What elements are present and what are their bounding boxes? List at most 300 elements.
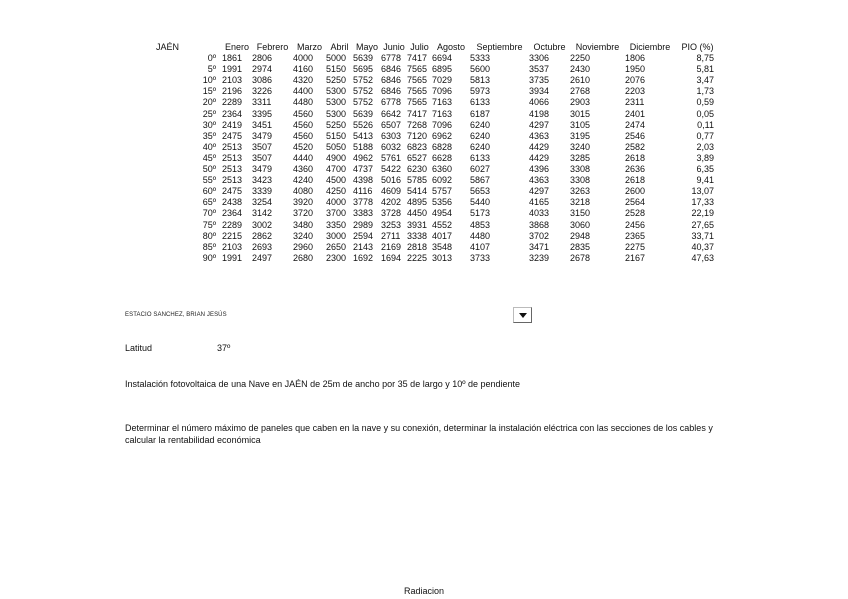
table-cell: 2475 [222,186,243,197]
table-cell: 6092 [432,175,453,186]
table-cell: 2311 [625,97,645,108]
table-cell: 6962 [432,130,453,141]
table-cell: 2300 [326,252,347,263]
table-cell: 2513 [222,164,243,175]
table-cell: 5000 [326,53,347,64]
table-cell: 1806 [625,53,646,64]
table-cell: 7096 [432,119,453,130]
table-cell: 2250 [570,53,591,64]
chevron-down-icon [519,313,527,318]
table-cell: 4500 [326,175,347,186]
column-header: Abril [330,42,349,52]
table-cell: 6507 [381,119,402,130]
table-cell: 5752 [353,75,374,86]
table-cell: 3311 [252,97,272,108]
dropdown-button[interactable] [513,307,532,323]
table-cell: 2103 [222,75,243,86]
table-cell: 3308 [570,164,591,175]
table-row [150,86,720,97]
table-cell: 2835 [570,241,591,252]
table-row [150,231,720,242]
table-cell: 3537 [529,64,550,75]
tilt-angle-cell: 35º [202,130,216,141]
table-row [150,175,720,186]
table-cell: 3507 [252,141,273,152]
tilt-angle-cell: 55º [202,175,216,186]
tilt-angle-cell: 60º [202,186,216,197]
table-cell: 2289 [222,219,243,230]
table-cell: 4250 [326,186,347,197]
table-cell: 3013 [432,252,453,263]
table-cell: 6828 [432,141,453,152]
table-cell: 5752 [353,86,374,97]
table-cell: 4400 [293,86,314,97]
table-cell: 3000 [326,230,347,241]
table-cell: 2948 [570,230,591,241]
pio-cell: 33,71 [691,230,714,241]
table-cell: 2275 [625,241,646,252]
student-dropdown[interactable] [125,309,535,323]
table-cell: 3548 [432,241,453,252]
table-cell: 2680 [293,252,314,263]
table-cell: 3728 [381,208,402,219]
table-cell: 4000 [293,53,314,64]
table-cell: 6133 [470,152,491,163]
table-cell: 3218 [570,197,591,208]
pio-cell: 40,37 [691,241,714,252]
table-row [150,131,720,142]
table-cell: 2818 [407,241,428,252]
table-cell: 1950 [625,64,646,75]
table-cell: 4480 [470,230,491,241]
table-cell: 3306 [529,53,550,64]
table-row [150,53,720,64]
column-header: Mayo [355,42,378,52]
table-cell: 3479 [252,130,273,141]
table-cell: 3720 [293,208,314,219]
table-cell: 6628 [432,152,453,163]
pio-cell: 9,41 [696,175,714,186]
table-cell: 2513 [222,152,243,163]
table-cell: 1991 [222,64,243,75]
table-cell: 6303 [381,130,402,141]
task-description: Determinar el número máximo de paneles que caben en la nave y su conexión, determinar la instalación eléctrica con las secciones de los cables y calcular la rentabilidad económica [125,423,713,445]
table-corner-label: JAÉN [156,42,180,52]
table-cell: 3240 [293,230,314,241]
table-cell: 4297 [529,186,550,197]
table-cell: 6895 [432,64,453,75]
table-cell: 3735 [529,75,550,86]
pio-cell: 0,77 [696,130,714,141]
table-cell: 7417 [407,108,428,119]
table-cell: 5300 [326,86,347,97]
table-cell: 2600 [625,186,646,197]
table-cell: 6360 [432,164,453,175]
table-cell: 2474 [625,119,646,130]
table-row [150,153,720,164]
table-row [150,242,720,253]
pio-cell: 5,81 [696,64,714,75]
table-cell: 4198 [529,108,550,119]
table-row [150,64,720,75]
table-cell: 2513 [222,175,243,186]
table-cell: 7565 [407,64,428,75]
pio-cell: 1,73 [696,86,714,97]
table-cell: 4700 [326,164,347,175]
table-cell: 4552 [432,219,453,230]
table-cell: 7565 [407,86,428,97]
column-header: Enero [224,42,250,52]
table-cell: 5785 [407,175,428,186]
table-row [150,186,720,197]
table-cell: 4440 [293,152,314,163]
table-cell: 3142 [252,208,273,219]
column-header: Junio [383,42,405,52]
table-cell: 2711 [381,230,401,241]
table-cell: 3868 [529,219,550,230]
table-cell: 7029 [432,75,453,86]
table-cell: 5653 [470,186,491,197]
table-cell: 2076 [625,75,646,86]
tilt-angle-cell: 0º [207,53,216,64]
table-cell: 1694 [381,252,402,263]
table-cell: 2650 [326,241,347,252]
table-cell: 3471 [529,241,550,252]
table-cell: 4609 [381,186,402,197]
table-cell: 4900 [326,152,347,163]
table-cell: 4480 [293,97,314,108]
table-cell: 2564 [625,197,646,208]
table-cell: 4853 [470,219,491,230]
table-cell: 4017 [432,230,453,241]
table-cell: 4450 [407,208,428,219]
table-cell: 3423 [252,175,273,186]
table-cell: 4396 [529,164,550,175]
table-cell: 4080 [293,186,314,197]
table-cell: 2806 [252,53,273,64]
table-cell: 5300 [326,97,347,108]
table-cell: 5250 [326,119,347,130]
table-cell: 5413 [353,130,374,141]
tilt-angle-cell: 15º [202,86,216,97]
table-cell: 4520 [293,141,314,152]
table-cell: 2768 [570,86,591,97]
table-cell: 3451 [252,119,273,130]
table-cell: 7268 [407,119,428,130]
table-cell: 3395 [252,108,273,119]
table-cell: 2636 [625,164,646,175]
tilt-angle-cell: 10º [202,75,216,86]
pio-cell: 3,89 [696,152,714,163]
column-header: Marzo [296,42,322,52]
table-cell: 5752 [353,97,374,108]
tilt-angle-cell: 5º [207,64,216,75]
table-cell: 6846 [381,86,402,97]
table-cell: 2618 [625,175,646,186]
table-row [150,220,720,231]
table-cell: 2960 [293,241,314,252]
table-cell: 3383 [353,208,374,219]
table-cell: 2364 [222,108,243,119]
table-row [150,208,720,219]
column-header: Agosto [436,42,466,52]
table-cell: 5639 [353,108,374,119]
pio-cell: 8,75 [696,53,714,64]
table-cell: 6032 [381,141,402,152]
table-cell: 7163 [432,97,453,108]
table-cell: 5526 [353,119,374,130]
table-cell: 4066 [529,97,550,108]
table-cell: 3239 [529,252,550,263]
table-cell: 5356 [432,197,453,208]
table-cell: 3060 [570,219,591,230]
table-cell: 1861 [222,53,243,64]
table-cell: 5250 [326,75,347,86]
table-cell: 5150 [326,64,347,75]
table-cell: 6694 [432,53,453,64]
table-cell: 5761 [381,152,402,163]
pio-cell: 22,19 [691,208,714,219]
table-cell: 4320 [293,75,314,86]
table-cell: 6823 [407,141,428,152]
table-cell: 4107 [470,241,491,252]
table-cell: 2610 [570,75,591,86]
table-cell: 2438 [222,197,243,208]
table-cell: 7120 [407,130,428,141]
table-cell: 3015 [570,108,591,119]
table-cell: 6778 [381,97,402,108]
table-cell: 2103 [222,241,243,252]
table-cell: 6230 [407,164,428,175]
table-cell: 1692 [353,252,374,263]
table-cell: 2618 [625,152,646,163]
pio-cell: 0,05 [696,108,714,119]
tilt-angle-cell: 80º [202,230,216,241]
header-row [150,42,720,53]
tilt-angle-cell: 50º [202,164,216,175]
table-cell: 5414 [407,186,428,197]
table-cell: 6846 [381,64,402,75]
tilt-angle-cell: 65º [202,197,216,208]
table-cell: 3308 [570,175,591,186]
table-cell: 2693 [252,241,273,252]
table-cell: 6642 [381,108,402,119]
table-cell: 3920 [293,197,314,208]
table-cell: 3702 [529,230,550,241]
table-cell: 3733 [470,252,491,263]
table-cell: 2974 [252,64,273,75]
table-cell: 2365 [625,230,646,241]
table-cell: 2203 [625,86,646,97]
table-cell: 4737 [353,164,374,175]
table-cell: 2862 [252,230,273,241]
pio-cell: 3,47 [696,75,714,86]
table-cell: 3105 [570,119,591,130]
radiation-table [150,42,720,264]
table-cell: 7096 [432,86,453,97]
table-cell: 5639 [353,53,374,64]
table-row [150,253,720,264]
table-cell: 4116 [353,186,373,197]
table-cell: 4202 [381,197,402,208]
tilt-angle-cell: 70º [202,208,216,219]
table-cell: 5333 [470,53,491,64]
table-cell: 4297 [529,119,550,130]
table-cell: 3254 [252,197,273,208]
table-cell: 3253 [381,219,402,230]
pio-cell: 0,11 [697,119,714,130]
table-row [150,142,720,153]
column-header: Diciembre [629,42,671,52]
table-cell: 4000 [326,197,347,208]
table-cell: 3263 [570,186,591,197]
table-cell: 2528 [625,208,646,219]
table-cell: 7565 [407,75,428,86]
pio-cell: 6,35 [696,164,714,175]
table-cell: 5600 [470,64,491,75]
table-cell: 2546 [625,130,646,141]
table-cell: 3339 [252,186,273,197]
table-cell: 5300 [326,108,347,119]
table-cell: 5050 [326,141,347,152]
table-row [150,164,720,175]
table-cell: 3350 [326,219,347,230]
table-cell: 4360 [293,164,314,175]
column-header: Noviembre [575,42,620,52]
table-cell: 3086 [252,75,273,86]
table-cell: 5173 [470,208,491,219]
table-cell: 1991 [222,252,243,263]
table-cell: 2903 [570,97,591,108]
table-cell: 2475 [222,130,243,141]
table-cell: 7417 [407,53,428,64]
table-cell: 2456 [625,219,646,230]
pio-cell: 0,59 [696,97,714,108]
table-cell: 4429 [529,141,550,152]
table-cell: 3150 [570,208,591,219]
table-cell: 4363 [529,130,550,141]
table-cell: 4363 [529,175,550,186]
column-header: Julio [410,42,429,52]
table-cell: 4560 [293,130,314,141]
table-cell: 2215 [222,230,243,241]
table-cell: 4165 [529,197,550,208]
table-cell: 4398 [353,175,374,186]
table-cell: 5188 [353,141,374,152]
table-cell: 4160 [293,64,314,75]
table-cell: 6846 [381,75,402,86]
tilt-angle-cell: 75º [202,219,216,230]
table-cell: 3240 [570,141,591,152]
table-cell: 2513 [222,141,243,152]
latitude-label: Latitud [125,343,153,353]
table-cell: 4560 [293,119,314,130]
pio-cell: 13,07 [691,186,714,197]
table-cell: 5973 [470,86,491,97]
table-cell: 3285 [570,152,591,163]
pio-cell: 47,63 [691,252,714,263]
table-cell: 2167 [625,252,646,263]
table-body [150,53,720,264]
table-cell: 2401 [625,108,646,119]
table-cell: 2143 [353,241,374,252]
tilt-angle-cell: 45º [202,152,216,163]
table-cell: 6133 [470,97,491,108]
table-row [150,120,720,131]
table-cell: 6778 [381,53,402,64]
table-cell: 3338 [407,230,428,241]
table-cell: 5150 [326,130,347,141]
table-cell: 6240 [470,141,491,152]
table-cell: 3700 [326,208,347,219]
table-cell: 3778 [353,197,374,208]
sheet-footer: Radiacion [403,586,445,596]
table-cell: 6527 [407,152,428,163]
table-cell: 4962 [353,152,374,163]
table-cell: 2196 [222,86,243,97]
student-dropdown-value: ESTACIO SANCHEZ, BRIAN JESÚS [125,312,227,318]
column-header: Febrero [256,42,289,52]
table-cell: 3479 [252,164,273,175]
table-cell: 5757 [432,186,453,197]
table-cell: 4895 [407,197,428,208]
table-cell: 7163 [432,108,453,119]
table-row [150,109,720,120]
pio-cell: 27,65 [691,219,714,230]
column-header: Septiembre [476,42,523,52]
table-cell: 4240 [293,175,314,186]
table-cell: 5440 [470,197,491,208]
table-cell: 5016 [381,175,402,186]
table-cell: 3507 [252,152,273,163]
table-cell: 6240 [470,130,491,141]
tilt-angle-cell: 90º [202,252,216,263]
table-cell: 5422 [381,164,402,175]
table-cell: 5813 [470,75,491,86]
table-cell: 3934 [529,86,550,97]
column-header: PIO (%) [681,42,714,52]
table-cell: 3480 [293,219,314,230]
table-cell: 3931 [407,219,428,230]
table-cell: 2289 [222,97,243,108]
column-header: Octubre [533,42,566,52]
table-cell: 2225 [407,252,428,263]
table-cell: 6027 [470,164,491,175]
table-cell: 6240 [470,119,491,130]
table-cell: 3226 [252,86,273,97]
table-row [150,75,720,86]
table-cell: 4033 [529,208,550,219]
table-cell: 7565 [407,97,428,108]
table-row [150,97,720,108]
table-cell: 3195 [570,130,591,141]
tilt-angle-cell: 85º [202,241,216,252]
table-cell: 6187 [470,108,491,119]
tilt-angle-cell: 30º [202,119,216,130]
table-cell: 2989 [353,219,374,230]
table-row [150,197,720,208]
table-cell: 2430 [570,64,591,75]
tilt-angle-cell: 40º [202,141,216,152]
installation-description: Instalación fotovoltaica de una Nave en JAÉN de 25m de ancho por 35 de largo y 10º de pendiente [125,379,521,389]
latitude-value: 37º [217,343,231,353]
table-cell: 4560 [293,108,314,119]
tilt-angle-cell: 20º [202,97,216,108]
table-cell: 4429 [529,152,550,163]
table-cell: 5867 [470,175,491,186]
table-cell: 5695 [353,64,374,75]
table-cell: 2497 [252,252,273,263]
